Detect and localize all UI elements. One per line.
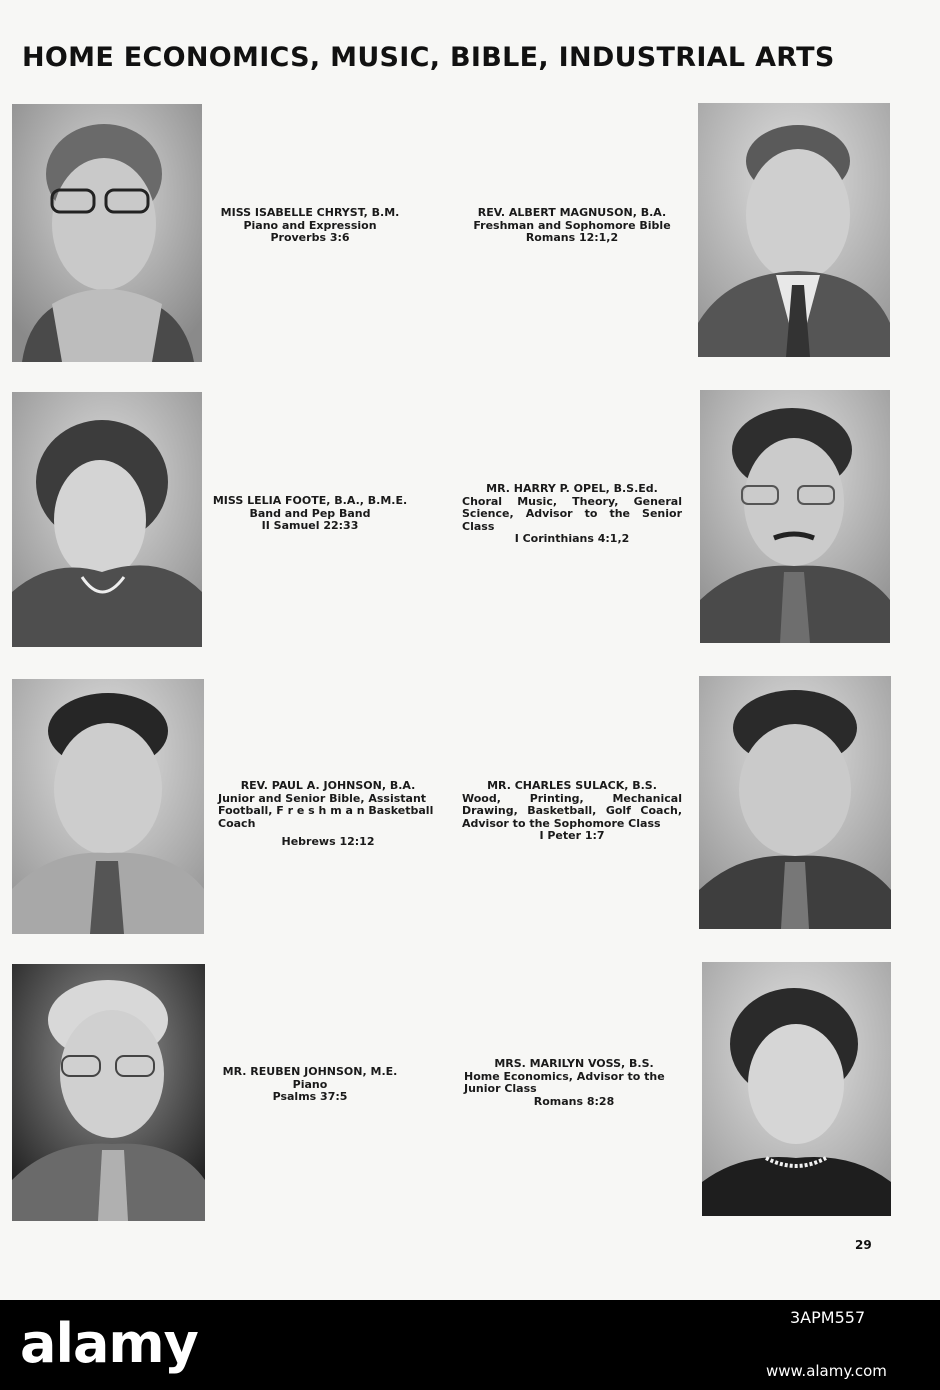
faculty-name: REV. ALBERT MAGNUSON, B.A.	[477, 206, 667, 219]
faculty-verse: Psalms 37:5	[272, 1090, 348, 1103]
faculty-name: REV. PAUL A. JOHNSON, B.A.	[240, 779, 416, 792]
faculty-role: Band and Pep Band	[249, 506, 371, 520]
faculty-verse: I Peter 1:7	[539, 829, 605, 842]
portrait-photo-albert-magnuson	[698, 103, 890, 357]
image-id-label: 3APM557	[790, 1308, 866, 1327]
faculty-role: Choral Music, Theory, General Science, Advisor to the Senior Class	[462, 494, 682, 533]
faculty-verse: Hebrews 12:12	[281, 835, 375, 848]
faculty-caption-lelia-foote	[200, 495, 420, 533]
faculty-caption-isabelle-chryst	[200, 207, 420, 245]
faculty-verse: Romans 8:28	[533, 1094, 615, 1108]
portrait-photo-paul-johnson	[12, 679, 204, 934]
faculty-caption-harry-opel	[462, 483, 682, 546]
faculty-name: MR. HARRY P. OPEL, B.S.Ed.	[486, 482, 658, 495]
faculty-name: MR. REUBEN JOHNSON, M.E.	[222, 1065, 398, 1078]
page-title: HOME ECONOMICS, MUSIC, BIBLE, INDUSTRIAL ARTS	[22, 42, 835, 73]
faculty-verse: Proverbs 3:6	[270, 231, 350, 244]
faculty-caption-reuben-johnson	[200, 1066, 420, 1104]
faculty-name: MRS. MARILYN VOSS, B.S.	[494, 1057, 654, 1070]
faculty-verse: Romans 12:1,2	[525, 231, 619, 244]
faculty-role: Freshman and Sophomore Bible	[473, 218, 671, 232]
faculty-role: Wood, Printing, Mechanical Drawing, Basketball, Golf Coach, Advisor to the Sophomore Class	[462, 791, 682, 830]
faculty-role: Home Economics, Advisor to the Junior Class	[464, 1069, 665, 1095]
portrait-photo-marilyn-voss	[702, 962, 891, 1216]
faculty-caption-albert-magnuson	[462, 207, 682, 245]
faculty-verse: I Corinthians 4:1,2	[514, 532, 630, 545]
portrait-photo-lelia-foote	[12, 392, 202, 647]
portrait-photo-reuben-johnson	[12, 964, 205, 1221]
faculty-caption-paul-johnson	[218, 780, 438, 849]
faculty-verse: II Samuel 22:33	[261, 519, 359, 532]
faculty-caption-marilyn-voss	[464, 1058, 684, 1108]
faculty-name: MISS ISABELLE CHRYST, B.M.	[220, 206, 400, 219]
faculty-caption-charles-sulack	[462, 780, 682, 843]
faculty-role: Junior and Senior Bible, Assistant Football, F r e s h m a n Basketball Coach	[218, 791, 434, 830]
page-number: 29	[855, 1238, 872, 1252]
faculty-name: MISS LELIA FOOTE, B.A., B.M.E.	[212, 494, 408, 507]
portrait-photo-charles-sulack	[699, 676, 891, 929]
faculty-name: MR. CHARLES SULACK, B.S.	[487, 779, 657, 792]
faculty-role: Piano and Expression	[243, 218, 377, 232]
site-url-label: www.alamy.com	[766, 1362, 887, 1380]
portrait-photo-harry-opel	[700, 390, 890, 643]
portrait-photo-isabelle-chryst	[12, 104, 202, 362]
alamy-logo: alamy	[20, 1312, 198, 1375]
faculty-role: Piano	[292, 1077, 328, 1091]
